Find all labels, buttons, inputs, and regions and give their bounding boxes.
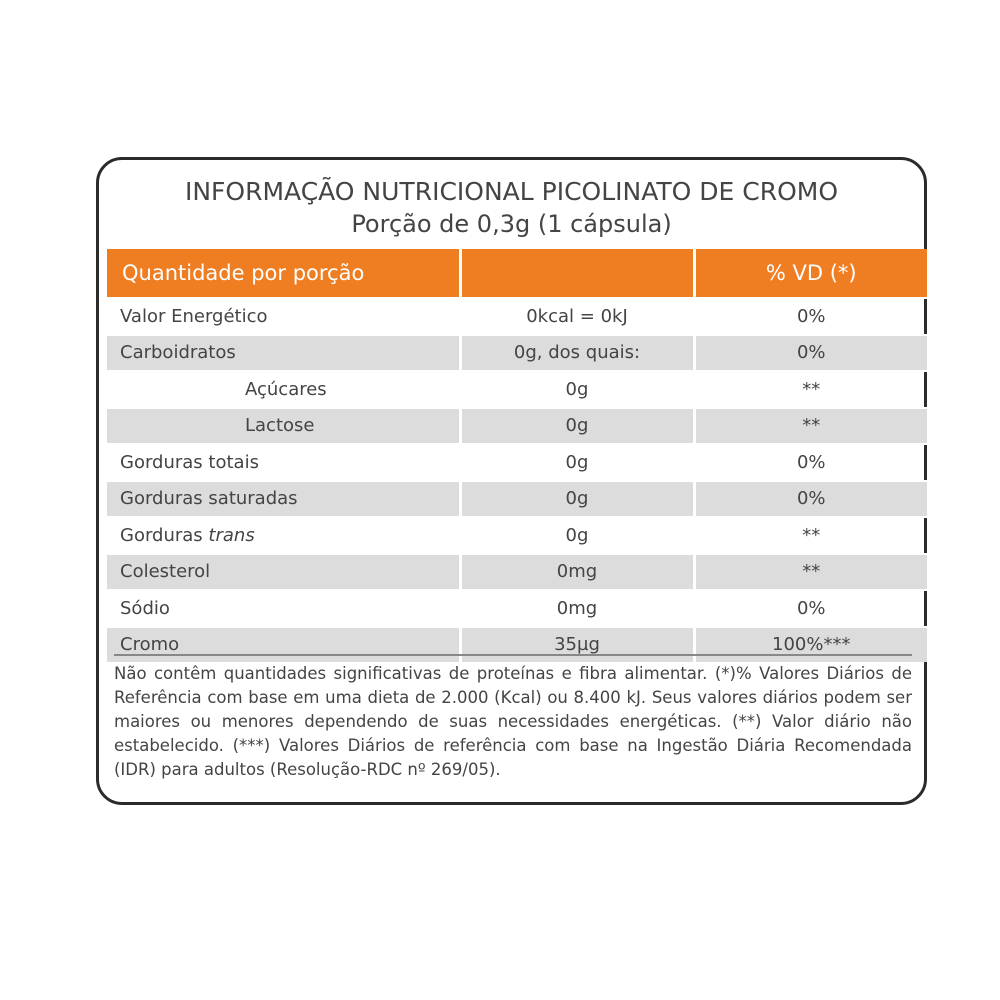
table-row [107,335,927,372]
header-daily-value: % VD (*) [694,249,927,298]
nutrient-daily-value: 0% [694,444,927,481]
table-row [107,408,927,445]
nutrient-daily-value: 0% [694,335,927,372]
nutrient-daily-value: ** [694,517,927,554]
nutrient-amount: 35µg [460,627,694,663]
table-row [107,554,927,591]
nutrient-daily-value: 0% [694,590,927,627]
nutrient-amount: 0mg [460,590,694,627]
table-row [107,517,927,554]
nutrient-name: Açúcares [107,371,460,408]
table-row [107,481,927,518]
nutrient-name: Valor Energético [107,298,460,335]
nutrient-amount: 0g [460,517,694,554]
nutrient-name: Gorduras saturadas [107,481,460,518]
nutrient-name: Sódio [107,590,460,627]
footnote-text: Não contêm quantidades significativas de proteínas e fibra alimentar. (*)% Valores Diários de Referência com base em uma dieta de 2.000 (Kcal) ou 8.400 kJ. Seus valores diários podem ser maiores ou menores dependendo de suas necessidades energéticas. (**) Valor diário não estabelecido. (***) Valores Diários de referência com base na Ingestão Diária Recomendada (IDR) para adultos (Resolução-RDC nº 269/05). [114,654,912,782]
nutrition-table [107,249,927,662]
label-title: INFORMAÇÃO NUTRICIONAL PICOLINATO DE CROMO [184,177,839,206]
nutrient-daily-value: ** [694,554,927,591]
table-row [107,298,927,335]
nutrient-name-main: Gorduras [120,524,203,546]
nutrient-daily-value: 0% [694,298,927,335]
nutrient-amount: 0g [460,444,694,481]
nutrient-daily-value: ** [694,371,927,408]
nutrient-name: Carboidratos [107,335,460,372]
nutrient-amount: 0kcal = 0kJ [460,298,694,335]
nutrient-name [107,517,460,554]
nutrient-name-italic: trans [208,524,255,546]
nutrient-amount: 0g [460,371,694,408]
nutrient-name: Gorduras totais [107,444,460,481]
nutrient-daily-value: 100%*** [694,627,927,663]
nutrient-amount: 0mg [460,554,694,591]
table-row [107,590,927,627]
table-row [107,371,927,408]
header-quantity-per-serving: Quantidade por porção [107,249,460,298]
nutrient-amount: 0g [460,408,694,445]
table-header-row [107,249,927,298]
nutrient-daily-value: ** [694,408,927,445]
header-amount [460,249,694,298]
serving-size: Porção de 0,3g (1 cápsula) [351,210,672,238]
nutrient-name: Colesterol [107,554,460,591]
nutrition-label [96,157,927,805]
nutrient-daily-value: 0% [694,481,927,518]
nutrient-amount: 0g, dos quais: [460,335,694,372]
nutrient-name: Cromo [107,627,460,663]
nutrient-amount: 0g [460,481,694,518]
table-row [107,444,927,481]
nutrient-name: Lactose [107,408,460,445]
